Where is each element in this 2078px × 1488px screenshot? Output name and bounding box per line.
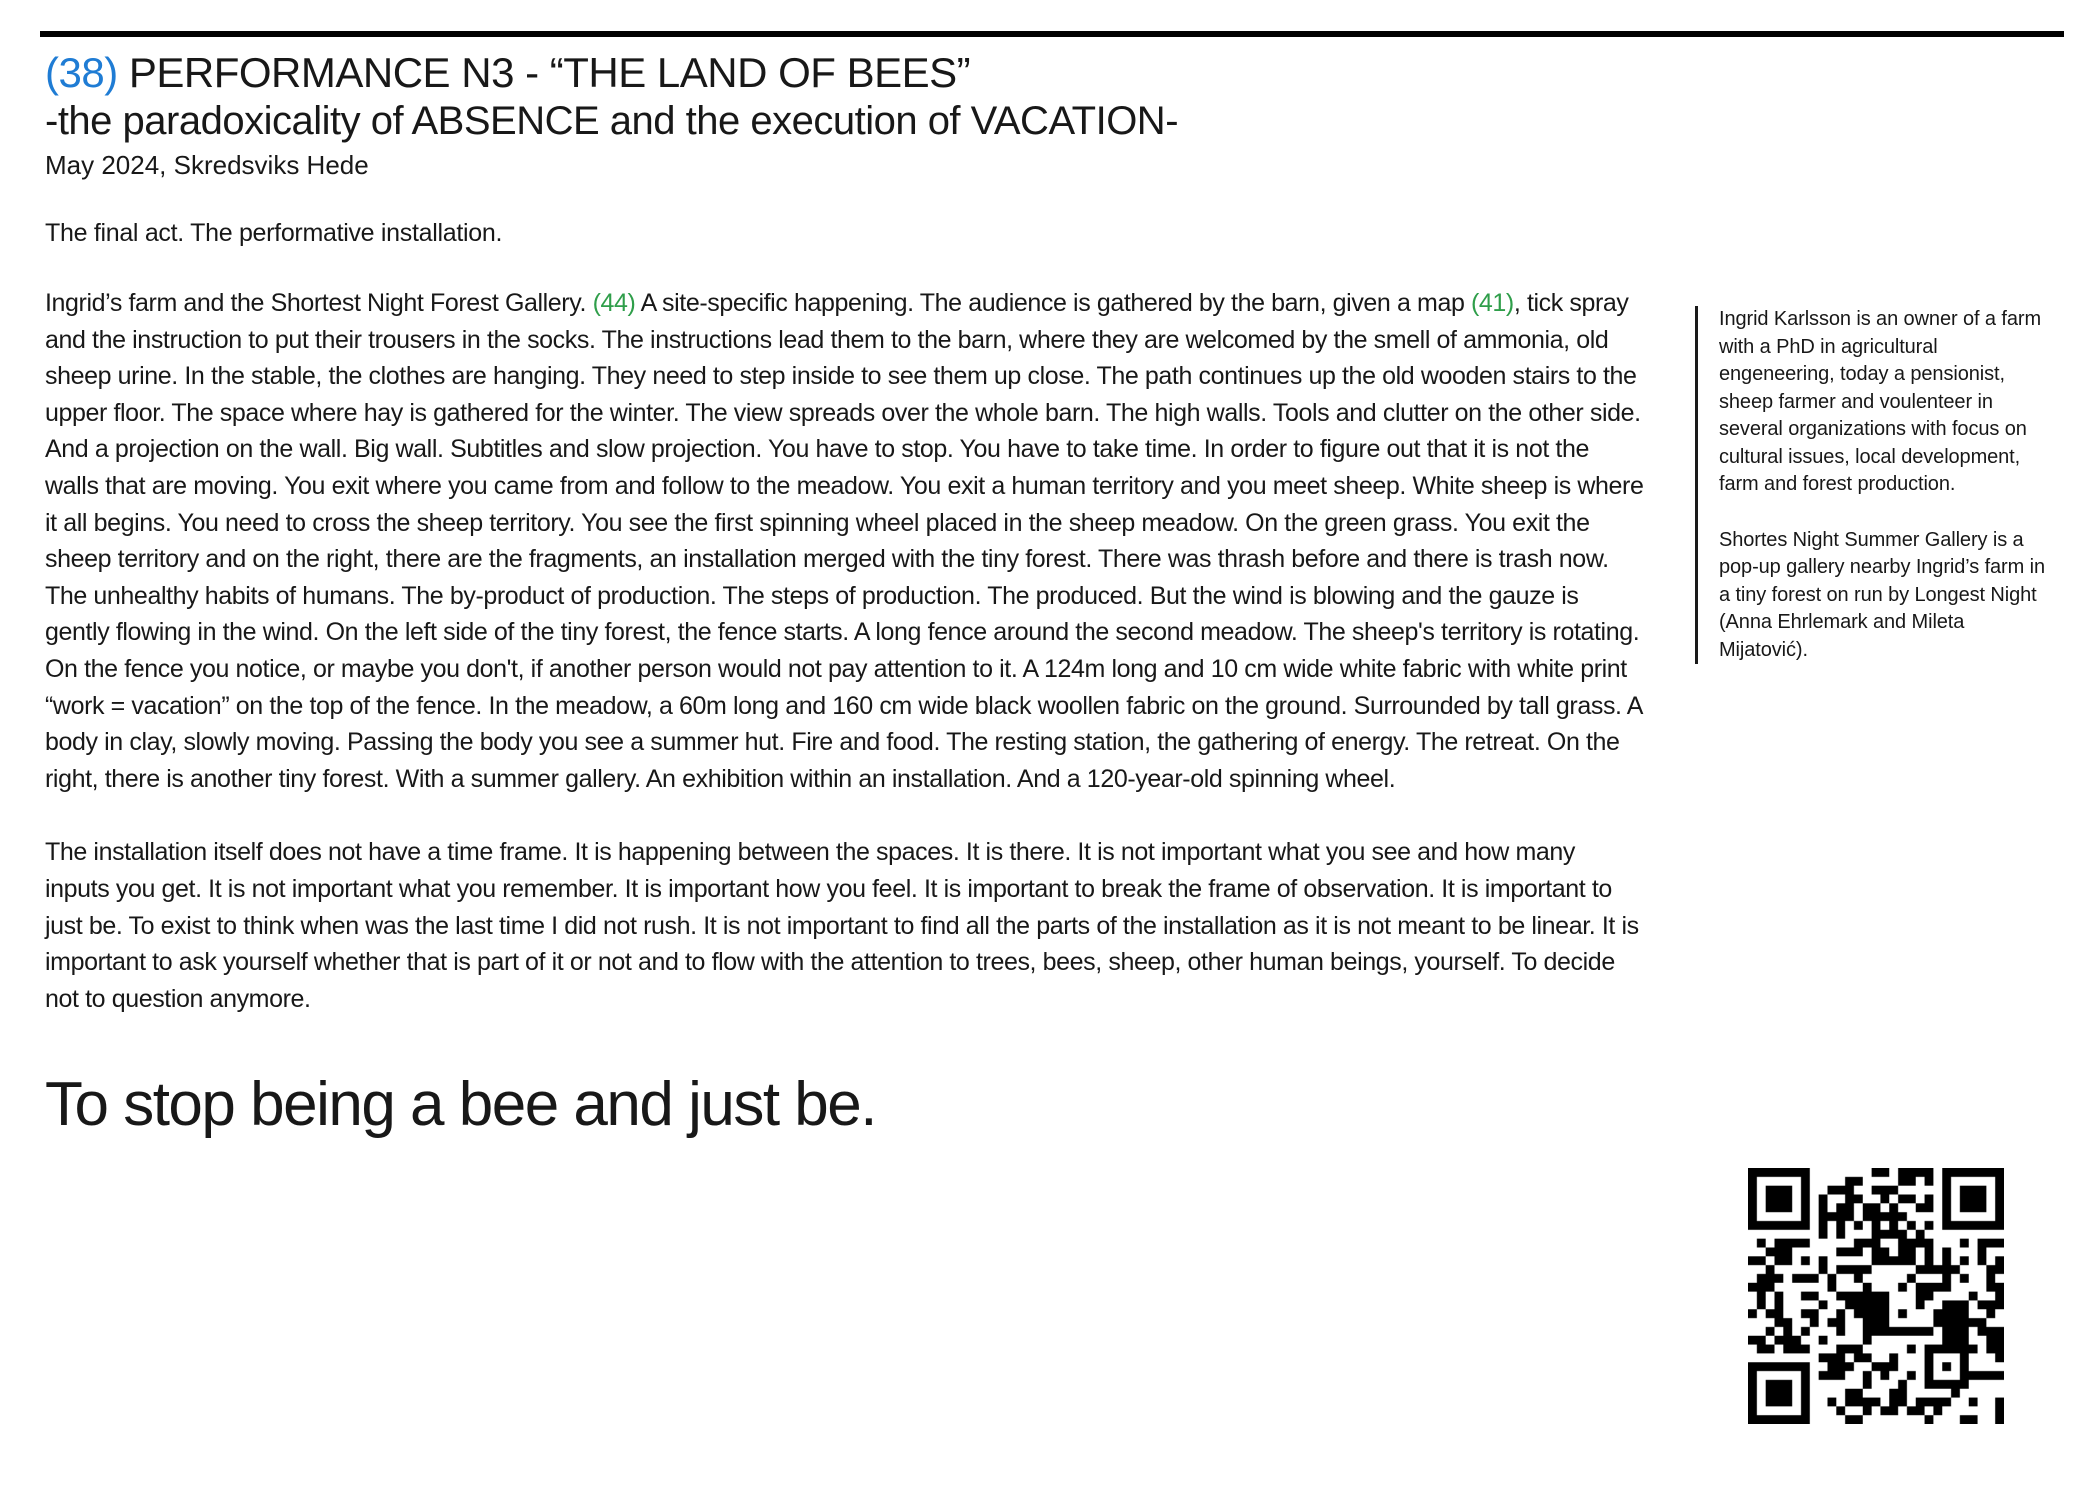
reference-number: (41) <box>1471 289 1514 317</box>
title-ref-number: (38) <box>45 49 118 96</box>
qr-code <box>1748 1168 2004 1424</box>
body-text-segment: A site-specific happening. The audience is gathered by the barn, given a map <box>635 289 1471 317</box>
title-text: PERFORMANCE N3 - “THE LAND OF BEES” <box>128 49 971 96</box>
sidebar-bio: Ingrid Karlsson is an owner of a farm with a PhD in agricultural engeneering, today a pensionist, sheep farmer and voulenteer in several organizations with focus on cultural issues, local development, farm and forest production. <box>1719 308 2042 495</box>
sidebar-gallery-note: Shortes Night Summer Gallery is a pop-up gallery nearby Ingrid’s farm in a tiny forest on run by Longest Night (Anna Ehrlemark and Mileta Mijatović). <box>1719 528 2046 661</box>
dateline: May 2024, Skredsviks Hede <box>45 149 369 180</box>
reference-number: (44) <box>592 289 636 317</box>
closing-statement: To stop being a bee and just be. <box>45 1070 876 1140</box>
intro-paragraph: The final act. The performative installation. <box>45 219 503 247</box>
page-title <box>45 48 1645 98</box>
main-text-column <box>45 219 1645 1140</box>
body-text-segment: , tick spray and the instruction to put their trousers in the socks. The instructions lead them to the barn, where they are welcomed by the smell of ammonia, old sheep urine. In the stable, the clothes are hanging. They need to step inside to see them up close. The path continues up the old wooden stairs to the upper floor. The space where hay is gathered for the winter. The view spreads over the whole barn. The high walls. Tools and clutter on the other side. And a projection on the wall. Big wall. Subtitles and slow projection. You have to stop. You have to take time. In order to figure out that it is not the walls that are moving. You exit where you came from and follow to the meadow. You exit a human territory and you meet sheep. White sheep is where it all begins. You need to cross the sheep territory. You see the first spinning wheel placed in the sheep meadow. On the green grass. You exit the sheep territory and on the right, there are the fragments, an installation merged with the tiny forest. There was thrash before and there is trash now. The unhealthy habits of humans. The by-product of production. The steps of production. The produced. But the wind is blowing and the gauze is gently flowing in the wind. On the left side of the tiny forest, the fence starts. A long fence around the second meadow. The sheep's territory is rotating. On the fence you notice, or maybe you don't, if another person would not pay attention to it. A 124m long and 10 cm wide white fabric with white print “work = vacation” on the top of the fence. In the meadow, a 60m long and 160 cm wide black woollen fabric on the ground. Surrounded by tall grass. A body in clay, slowly moving. Passing the body you see a summer hut. Fire and food. The resting station, the gathering of energy. The retreat. On the right, there is another tiny forest. With a summer gallery. An exhibition within an installation. And a 120-year-old spinning wheel. <box>45 289 1644 793</box>
reflection-paragraph: The installation itself does not have a time frame. It is happening between the spaces. It is there. It is not important what you see and how many inputs you get. It is not important what you remember. It is important how you feel. It is important to break the frame of observation. It is important to just be. To exist to think when was the last time I did not rush. It is not important to find all the parts of the installation as it is not meant to be linear. It is important to ask yourself whether that is part of it or not and to flow with the attention to trees, bees, sheep, other human beings, yourself. To decide not to question anymore. <box>45 838 1639 1013</box>
sidebar <box>1695 306 2055 664</box>
header <box>45 48 1645 181</box>
installation-paragraph <box>45 285 1645 797</box>
page-subtitle: -the paradoxicality of ABSENCE and the execution of VACATION- <box>45 98 1179 143</box>
body-text-segment: Ingrid’s farm and the Shortest Night Forest Gallery. <box>45 289 593 317</box>
top-rule <box>40 31 2064 37</box>
